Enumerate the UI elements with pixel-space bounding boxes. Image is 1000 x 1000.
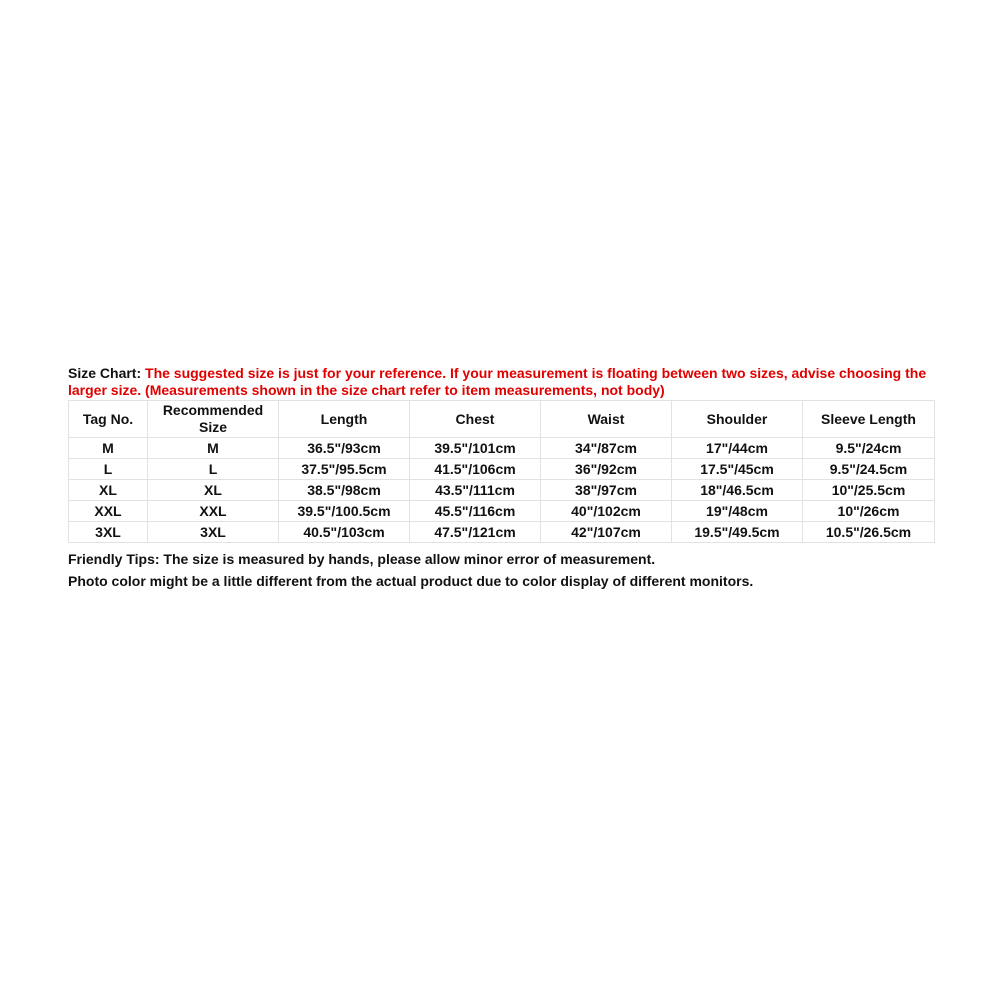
header-sleeve-length: Sleeve Length	[803, 401, 935, 438]
cell-waist: 34"/87cm	[541, 438, 672, 459]
cell-shoulder: 19.5"/49.5cm	[672, 522, 803, 543]
cell-chest: 43.5"/111cm	[410, 480, 541, 501]
header-recommended-size: Recommended Size	[148, 401, 279, 438]
cell-shoulder: 17.5"/45cm	[672, 459, 803, 480]
table-row	[69, 459, 935, 480]
table-row	[69, 522, 935, 543]
cell-sleeve-length: 10.5"/26.5cm	[803, 522, 935, 543]
size-chart-section	[68, 365, 934, 592]
table-row	[69, 480, 935, 501]
cell-length: 39.5"/100.5cm	[279, 501, 410, 522]
cell-length: 37.5"/95.5cm	[279, 459, 410, 480]
cell-tag-no: XXL	[69, 501, 148, 522]
cell-waist: 40"/102cm	[541, 501, 672, 522]
header-chest: Chest	[410, 401, 541, 438]
cell-sleeve-length: 9.5"/24.5cm	[803, 459, 935, 480]
size-chart-intro	[68, 365, 934, 399]
header-waist: Waist	[541, 401, 672, 438]
header-tag-no: Tag No.	[69, 401, 148, 438]
cell-length: 40.5"/103cm	[279, 522, 410, 543]
size-chart-label: Size Chart:	[68, 365, 146, 381]
cell-sleeve-length: 10"/26cm	[803, 501, 935, 522]
cell-waist: 36"/92cm	[541, 459, 672, 480]
header-length: Length	[279, 401, 410, 438]
cell-tag-no: M	[69, 438, 148, 459]
size-chart-note: The suggested size is just for your reference. If your measurement is floating between two sizes, advise choosing the larger size. (Measurements shown in the size chart refer to item measurements, not body)	[68, 365, 927, 398]
cell-recommended-size: 3XL	[148, 522, 279, 543]
cell-tag-no: XL	[69, 480, 148, 501]
table-row	[69, 438, 935, 459]
cell-waist: 38"/97cm	[541, 480, 672, 501]
cell-sleeve-length: 10"/25.5cm	[803, 480, 935, 501]
tip-measurement: Friendly Tips: The size is measured by hands, please allow minor error of measurement.	[68, 551, 656, 567]
cell-shoulder: 18"/46.5cm	[672, 480, 803, 501]
friendly-tips	[68, 548, 934, 592]
cell-length: 36.5"/93cm	[279, 438, 410, 459]
header-shoulder: Shoulder	[672, 401, 803, 438]
cell-shoulder: 17"/44cm	[672, 438, 803, 459]
cell-chest: 47.5"/121cm	[410, 522, 541, 543]
tip-photo-color: Photo color might be a little different from the actual product due to color display of different monitors.	[68, 573, 754, 589]
cell-sleeve-length: 9.5"/24cm	[803, 438, 935, 459]
cell-waist: 42"/107cm	[541, 522, 672, 543]
cell-recommended-size: XXL	[148, 501, 279, 522]
cell-tag-no: L	[69, 459, 148, 480]
cell-tag-no: 3XL	[69, 522, 148, 543]
cell-shoulder: 19"/48cm	[672, 501, 803, 522]
cell-chest: 41.5"/106cm	[410, 459, 541, 480]
cell-recommended-size: L	[148, 459, 279, 480]
cell-chest: 45.5"/116cm	[410, 501, 541, 522]
cell-recommended-size: M	[148, 438, 279, 459]
cell-chest: 39.5"/101cm	[410, 438, 541, 459]
cell-length: 38.5"/98cm	[279, 480, 410, 501]
cell-recommended-size: XL	[148, 480, 279, 501]
size-chart-table	[68, 400, 935, 543]
table-header-row	[69, 401, 935, 438]
table-row	[69, 501, 935, 522]
